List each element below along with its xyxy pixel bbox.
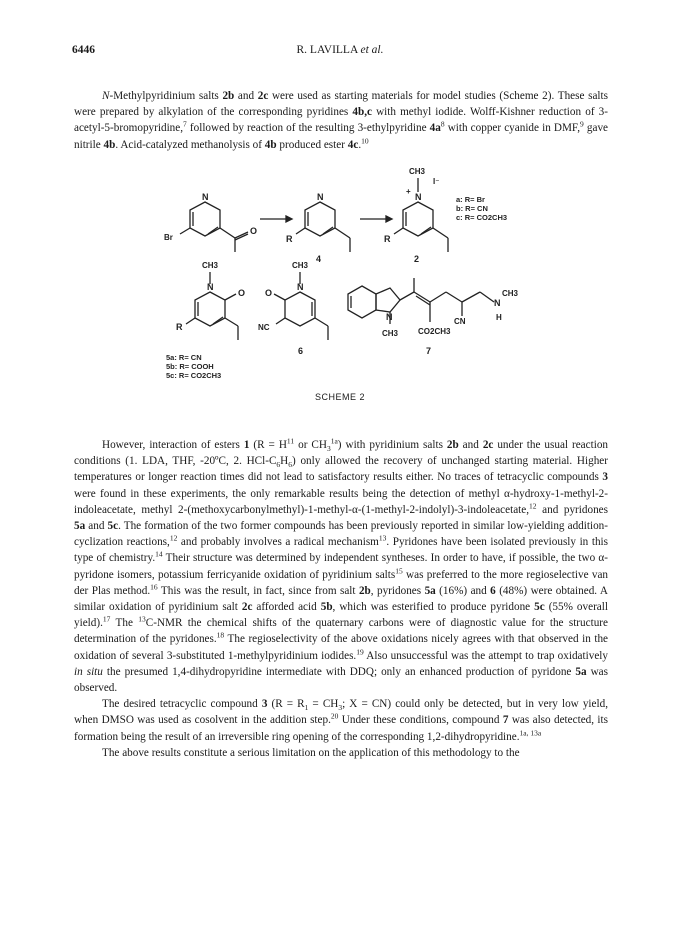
atom-n: N <box>202 192 209 202</box>
running-head-etal: et al. <box>360 44 384 56</box>
paragraph-2: The desired tetracyclic compound 3 ($R = R_1 = CH_3$; X = CN) could only be detected, but in very low yield, when DMSO was used as cosolvent in the addition step.$^{20}$ Under these conditions, compound 7 was also detected, its formation being the result of an irreversible ring opening of the corresponding 1,2-dihydropyridine.$^{1a, 13a}$ <box>74 698 609 743</box>
compound-label-2: 2 <box>414 254 420 264</box>
svg-text:CH3: CH3 <box>202 261 219 270</box>
svg-text:N: N <box>415 192 422 202</box>
scheme-caption: SCHEME 2 <box>314 392 365 402</box>
svg-text:CH3: CH3 <box>502 289 519 298</box>
structure-2 <box>384 167 448 264</box>
compound-label-4: 4 <box>316 254 322 264</box>
svg-text:O: O <box>265 288 273 298</box>
svg-text:CH3: CH3 <box>382 329 399 338</box>
svg-text:a: R= Br: a: R= Br <box>456 195 485 204</box>
atom-o: O <box>250 226 258 236</box>
svg-text:CN: CN <box>454 317 466 326</box>
compound-label-7: 7 <box>426 346 432 356</box>
svg-text:CO2CH3: CO2CH3 <box>418 327 451 336</box>
svg-text:O: O <box>238 288 246 298</box>
structure-5 <box>166 261 245 380</box>
svg-text:b: R= CN: b: R= CN <box>456 204 488 213</box>
svg-text:+: + <box>406 187 411 196</box>
legend-5a: 5a: R= CN <box>166 353 202 362</box>
legend-5b: 5b: R= COOH <box>166 362 214 371</box>
structure-7 <box>348 278 519 356</box>
paragraph-1: However, interaction of esters 1 ($R = H^{11}$ or $CH_3^{1a}$) with pyridinium salts 2b and 2c under the usual reaction conditions (1. LDA, THF, -20ºC, 2. HCl-$C_6H_6$) only allowed the recovery of unchanged starting material. Higher temperatures or longer reaction times did not lead to satisfactory results either. No traces of tetracyclic compounds 3 were found in these experiments, the only remarkable results being the detection of methyl α-hydroxy-1-methyl-2-indoleacetate, methyl 2-(methoxycarbonylmethyl)-1-methyl-α-(1-methyl-2-indolyl)-3-indoleacetate,$^{12}$ and pyridones 5a and 5c. The formation of the two former compounds has been previously reported in similar low-yielding addition-cyclization reactions,$^{12}$ and probably involves a radical mechanism$^{13}$. Pyridones have been isolated previously in this type of chemistry.$^{14}$ Their structure was determined by independent syntheses. In order to have, if possible, the two α-pyridone isomers, potassium ferricyanide oxidation of pyridinium salts$^{15}$ was preferred to the more regioselective van der Plas method.$^{16}$ This was the result, in fact, since from salt 2b, pyridones 5a (16%) and 6 (48%) were obtained. A similar oxidation of pyridinium salt 2c afforded acid 5b, which was esterified to produce pyridone 5c (55% overall yield).$^{17}$ The $^{13}$C-NMR the chemical shifts of the quaternary carbons were of diagnostic value for the structure determination of the pyridones.$^{18}$ The regioselectivity of the above oxidations nicely agrees with that observed in the oxidation of several 3-substituted 1-methylpyridinium iodides.$^{19}$ Also unsuccessful was the attempt to trap oxidatively in situ the presumed 1,4-dihydropyridine intermediate with DDQ; only an enhanced production of pyridone 5a was observed. <box>74 436 609 695</box>
svg-text:H: H <box>496 313 502 322</box>
svg-text:N: N <box>207 282 214 292</box>
svg-text:N: N <box>297 282 304 292</box>
running-header <box>0 44 680 60</box>
page-number: 6446 <box>72 44 95 56</box>
svg-text:NC: NC <box>258 323 270 332</box>
svg-text:R: R <box>384 234 391 244</box>
legend-5c: 5c: R= CO2CH3 <box>166 371 222 380</box>
paragraph-3: The above results constitute a serious limitation on the application of this methodology to the <box>102 746 520 759</box>
structure-6 <box>258 261 328 356</box>
running-head-author: R. LAVILLA <box>296 44 358 56</box>
body-text <box>74 437 608 761</box>
compound-label-6: 6 <box>298 346 304 356</box>
svg-text:N: N <box>386 312 393 322</box>
compound-label-5: 5 <box>50 54 51 55</box>
svg-text:c: R= CO2CH3: c: R= CO2CH3 <box>456 213 508 222</box>
svg-text:R: R <box>176 322 183 332</box>
svg-text:CH3: CH3 <box>409 167 426 176</box>
svg-text:R: R <box>286 234 293 244</box>
iodide-label: I⁻ <box>433 177 440 186</box>
svg-text:N: N <box>494 298 501 308</box>
structure-4 <box>286 192 350 264</box>
svg-text:CH3: CH3 <box>292 261 309 270</box>
legend-compound-2 <box>456 195 507 222</box>
svg-text:N: N <box>317 192 324 202</box>
running-head <box>0 44 680 56</box>
intro-paragraph: N-Methylpyridinium salts 2b and 2c were used as starting materials for model studies (Scheme 2). These salts were prepared by alkylation of the corresponding pyridines 4b,c with methyl iodide. Wolff-Kishner reduction of 3-acetyl-5-bromopyridine,$^7$ followed by reaction of the resulting 3-ethylpyridine $4a^8$ with copper cyanide in DMF,$^9$ gave nitrile 4b. Acid-catalyzed methanolysis of 4b produced ester 4c.$^{10}$ <box>74 90 609 151</box>
atom-br: Br <box>164 233 173 242</box>
structure-acetylbromopyridine <box>164 192 257 252</box>
